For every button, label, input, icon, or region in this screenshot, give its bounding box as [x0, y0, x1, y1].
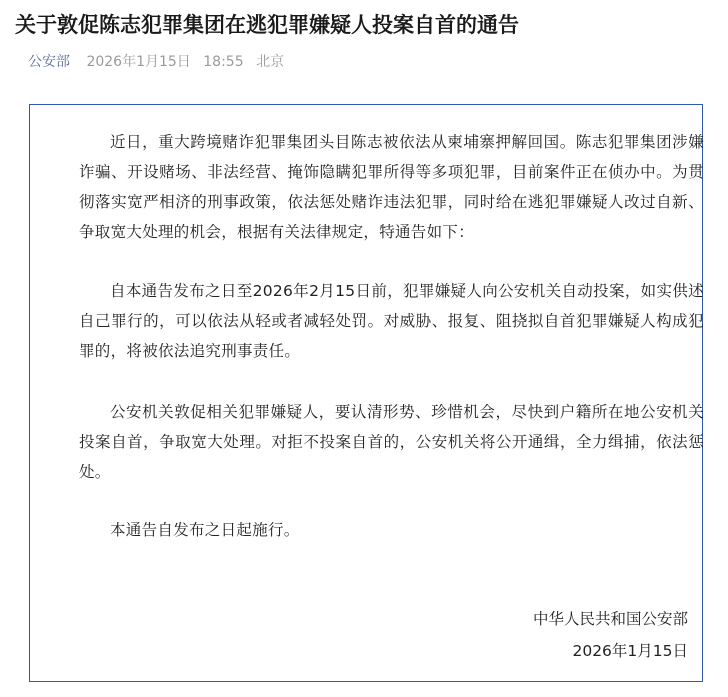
- notice-paragraph: 本通告自发布之日起施行。: [110, 521, 300, 539]
- publish-time: 18:55: [203, 54, 244, 70]
- publish-date: 2026年1月15日: [86, 54, 191, 70]
- publish-location: 北京: [256, 54, 285, 70]
- article-meta: [28, 52, 284, 72]
- signature-date: 2026年1月15日: [572, 642, 688, 660]
- signature-organization: 中华人民共和国公安部: [532, 610, 688, 628]
- notice-paragraph: 公安机关敦促相关犯罪嫌疑人，要认清形势、珍惜机会，尽快到户籍所在地公安机关投案自首，争取宽大处理。对拒不投案自首的，公安机关将公开通缉，全力缉捕，依法惩处。: [79, 403, 704, 481]
- source-link[interactable]: 公安部: [28, 54, 70, 70]
- notice-box: [29, 104, 703, 682]
- article-title: 关于敦促陈志犯罪集团在逃犯罪嫌疑人投案自首的通告: [15, 13, 519, 37]
- notice-paragraph: 自本通告发布之日至2026年2月15日前，犯罪嫌疑人向公安机关自动投案，如实供述自己罪行的，可以依法从轻或者减轻处罚。对威胁、报复、阻挠拟自首犯罪嫌疑人构成犯罪的，将被依法追究刑事责任。: [79, 282, 704, 360]
- notice-paragraph: 近日，重大跨境赌诈犯罪集团头目陈志被依法从柬埔寨押解回国。陈志犯罪集团涉嫌诈骗、开设赌场、非法经营、掩饰隐瞒犯罪所得等多项犯罪，目前案件正在侦办中。为贯彻落实宽严相济的刑事政策，依法惩处赌诈违法犯罪，同时给在逃犯罪嫌疑人改过自新、争取宽大处理的机会，根据有关法律规定，特通告如下：: [79, 133, 704, 241]
